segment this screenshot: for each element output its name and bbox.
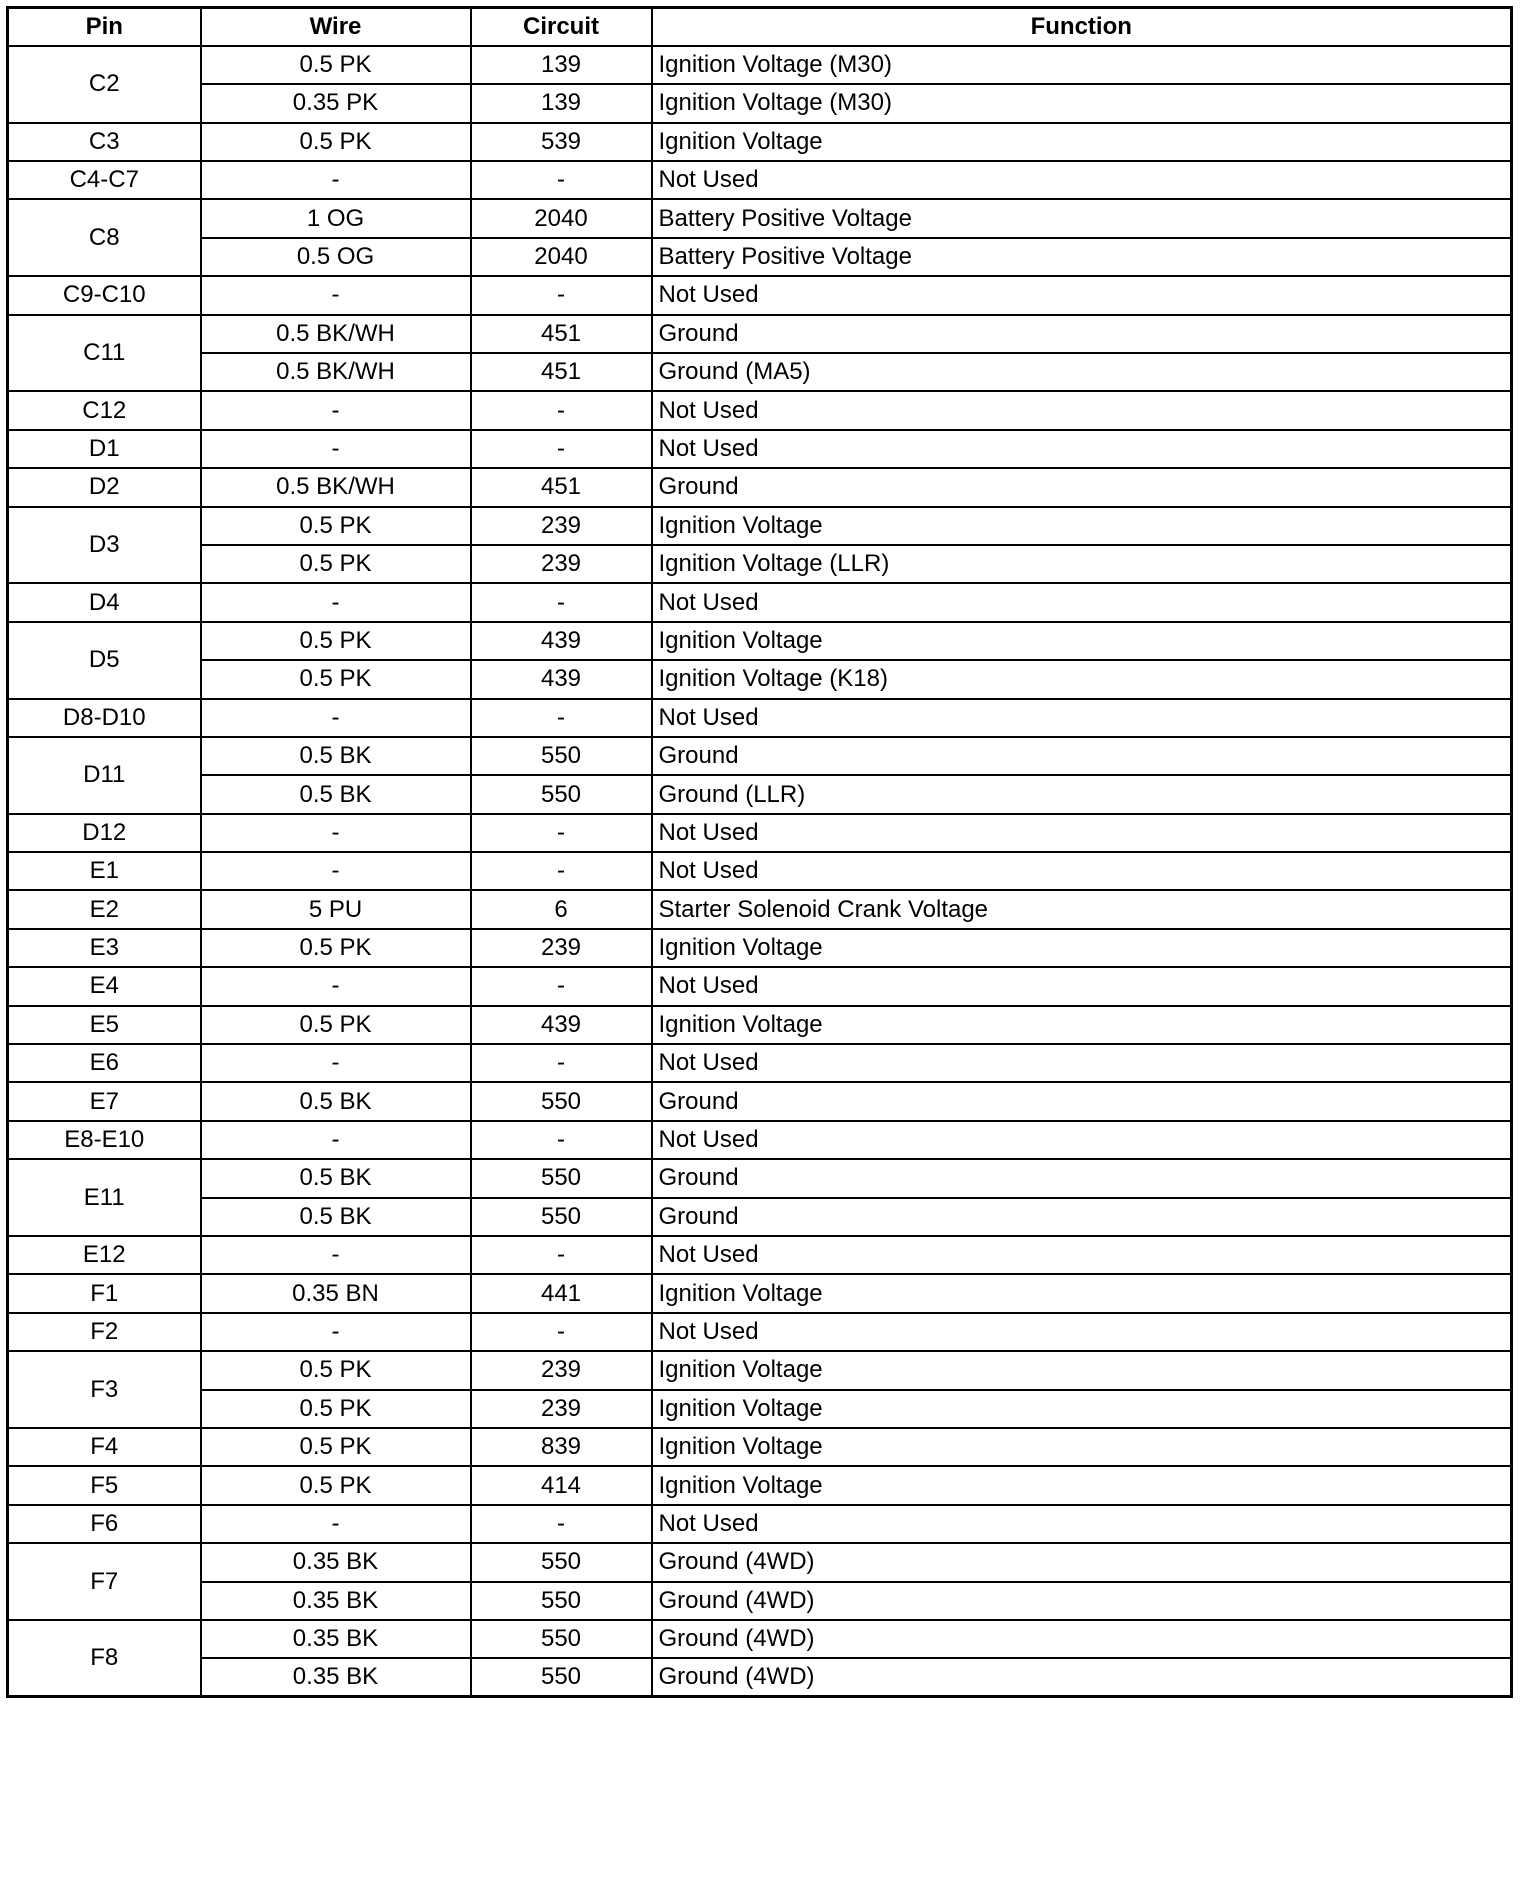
table-row <box>8 1236 1512 1274</box>
circuit-cell: - <box>471 276 652 314</box>
table-row <box>8 583 1512 621</box>
table-row <box>8 1543 1512 1581</box>
circuit-cell: - <box>471 430 652 468</box>
circuit-cell: 239 <box>471 1390 652 1428</box>
circuit-cell: 550 <box>471 775 652 813</box>
function-cell: Not Used <box>652 583 1512 621</box>
wire-cell: 0.35 BK <box>201 1658 471 1696</box>
pin-cell: F8 <box>8 1620 201 1697</box>
pin-cell: D8-D10 <box>8 699 201 737</box>
function-cell: Not Used <box>652 1121 1512 1159</box>
wire-cell: 0.5 PK <box>201 1390 471 1428</box>
function-cell: Not Used <box>652 967 1512 1005</box>
function-cell: Ignition Voltage <box>652 1466 1512 1504</box>
wire-cell: 5 PU <box>201 890 471 928</box>
function-cell: Not Used <box>652 1313 1512 1351</box>
circuit-cell: 439 <box>471 622 652 660</box>
pin-cell: C4-C7 <box>8 161 201 199</box>
table-row <box>8 1466 1512 1504</box>
function-cell: Ground (MA5) <box>652 353 1512 391</box>
table-row <box>8 622 1512 660</box>
wire-cell: - <box>201 967 471 1005</box>
table-row <box>8 814 1512 852</box>
function-cell: Ground <box>652 737 1512 775</box>
table-row <box>8 161 1512 199</box>
circuit-cell: 139 <box>471 46 652 84</box>
wire-cell: 0.5 PK <box>201 123 471 161</box>
circuit-cell: - <box>471 814 652 852</box>
table-row <box>8 1006 1512 1044</box>
circuit-cell: 550 <box>471 737 652 775</box>
table-row <box>8 1390 1512 1428</box>
circuit-cell: - <box>471 161 652 199</box>
function-cell: Ground <box>652 315 1512 353</box>
pin-cell: F7 <box>8 1543 201 1620</box>
circuit-cell: 239 <box>471 1351 652 1389</box>
wire-cell: 0.5 PK <box>201 507 471 545</box>
circuit-cell: 6 <box>471 890 652 928</box>
circuit-cell: 139 <box>471 84 652 122</box>
table-row <box>8 775 1512 813</box>
wire-cell: - <box>201 391 471 429</box>
circuit-cell: 550 <box>471 1198 652 1236</box>
function-cell: Not Used <box>652 1236 1512 1274</box>
wire-cell: 0.5 PK <box>201 1428 471 1466</box>
table-row <box>8 545 1512 583</box>
wire-cell: 0.5 BK <box>201 737 471 775</box>
pin-cell: E1 <box>8 852 201 890</box>
function-cell: Ground (4WD) <box>652 1658 1512 1696</box>
pin-cell: C3 <box>8 123 201 161</box>
table-row <box>8 1620 1512 1658</box>
function-cell: Ground (4WD) <box>652 1582 1512 1620</box>
wire-cell: 1 OG <box>201 199 471 237</box>
wire-cell: - <box>201 430 471 468</box>
pin-cell: D2 <box>8 468 201 506</box>
function-cell: Ignition Voltage <box>652 1390 1512 1428</box>
function-cell: Not Used <box>652 699 1512 737</box>
function-cell: Ground (4WD) <box>652 1620 1512 1658</box>
wire-cell: - <box>201 699 471 737</box>
table-row <box>8 737 1512 775</box>
wire-cell: 0.5 PK <box>201 46 471 84</box>
header-wire: Wire <box>201 8 471 46</box>
table-body <box>8 46 1512 1697</box>
function-cell: Ignition Voltage (M30) <box>652 84 1512 122</box>
circuit-cell: 2040 <box>471 238 652 276</box>
function-cell: Battery Positive Voltage <box>652 199 1512 237</box>
wire-cell: 0.5 BK <box>201 1198 471 1236</box>
function-cell: Not Used <box>652 391 1512 429</box>
table-row <box>8 391 1512 429</box>
pin-cell: E7 <box>8 1082 201 1120</box>
pin-cell: E5 <box>8 1006 201 1044</box>
table-row <box>8 929 1512 967</box>
function-cell: Ground <box>652 468 1512 506</box>
wire-cell: - <box>201 852 471 890</box>
wire-cell: 0.5 BK <box>201 1159 471 1197</box>
circuit-cell: 550 <box>471 1620 652 1658</box>
pin-cell: D4 <box>8 583 201 621</box>
table-row <box>8 353 1512 391</box>
function-cell: Ignition Voltage (K18) <box>652 660 1512 698</box>
pin-cell: E12 <box>8 1236 201 1274</box>
function-cell: Ignition Voltage <box>652 1006 1512 1044</box>
pin-cell: C11 <box>8 315 201 392</box>
circuit-cell: 2040 <box>471 199 652 237</box>
circuit-cell: 441 <box>471 1274 652 1312</box>
circuit-cell: - <box>471 1044 652 1082</box>
table-row <box>8 276 1512 314</box>
table-row <box>8 123 1512 161</box>
wire-cell: 0.35 BN <box>201 1274 471 1312</box>
wire-cell: - <box>201 161 471 199</box>
wire-cell: - <box>201 1236 471 1274</box>
wire-cell: - <box>201 1313 471 1351</box>
circuit-cell: 839 <box>471 1428 652 1466</box>
function-cell: Ignition Voltage (LLR) <box>652 545 1512 583</box>
pin-cell: D11 <box>8 737 201 814</box>
circuit-cell: 550 <box>471 1082 652 1120</box>
table-row <box>8 1044 1512 1082</box>
pin-cell: C2 <box>8 46 201 123</box>
pin-cell: C9-C10 <box>8 276 201 314</box>
wire-cell: 0.35 BK <box>201 1620 471 1658</box>
pin-cell: D3 <box>8 507 201 584</box>
wire-cell: - <box>201 1505 471 1543</box>
pin-cell: D12 <box>8 814 201 852</box>
function-cell: Ignition Voltage <box>652 929 1512 967</box>
header-circuit: Circuit <box>471 8 652 46</box>
table-row <box>8 1121 1512 1159</box>
circuit-cell: - <box>471 1236 652 1274</box>
table-row <box>8 699 1512 737</box>
function-cell: Not Used <box>652 161 1512 199</box>
wire-cell: 0.5 PK <box>201 545 471 583</box>
function-cell: Not Used <box>652 430 1512 468</box>
table-row <box>8 46 1512 84</box>
wire-cell: 0.5 BK/WH <box>201 468 471 506</box>
pin-cell: D5 <box>8 622 201 699</box>
function-cell: Ground <box>652 1198 1512 1236</box>
circuit-cell: 451 <box>471 353 652 391</box>
pin-cell: F4 <box>8 1428 201 1466</box>
wire-cell: 0.5 PK <box>201 1351 471 1389</box>
circuit-cell: 539 <box>471 123 652 161</box>
wire-cell: 0.5 PK <box>201 622 471 660</box>
circuit-cell: - <box>471 1505 652 1543</box>
table-row <box>8 1505 1512 1543</box>
table-row <box>8 967 1512 1005</box>
wire-cell: - <box>201 583 471 621</box>
circuit-cell: - <box>471 699 652 737</box>
wire-cell: 0.35 BK <box>201 1543 471 1581</box>
table-row <box>8 84 1512 122</box>
pin-cell: E8-E10 <box>8 1121 201 1159</box>
table-row <box>8 507 1512 545</box>
function-cell: Ignition Voltage <box>652 507 1512 545</box>
table-row <box>8 1274 1512 1312</box>
function-cell: Battery Positive Voltage <box>652 238 1512 276</box>
wire-cell: 0.5 OG <box>201 238 471 276</box>
pin-cell: F3 <box>8 1351 201 1428</box>
circuit-cell: 439 <box>471 1006 652 1044</box>
function-cell: Ignition Voltage <box>652 1428 1512 1466</box>
function-cell: Ground (4WD) <box>652 1543 1512 1581</box>
circuit-cell: 550 <box>471 1658 652 1696</box>
table-row <box>8 890 1512 928</box>
pin-cell: F2 <box>8 1313 201 1351</box>
wire-cell: - <box>201 814 471 852</box>
circuit-cell: 451 <box>471 315 652 353</box>
circuit-cell: - <box>471 1121 652 1159</box>
wire-cell: - <box>201 276 471 314</box>
pin-cell: F5 <box>8 1466 201 1504</box>
circuit-cell: 550 <box>471 1582 652 1620</box>
circuit-cell: 439 <box>471 660 652 698</box>
function-cell: Ignition Voltage <box>652 1274 1512 1312</box>
function-cell: Not Used <box>652 1044 1512 1082</box>
table-row <box>8 238 1512 276</box>
circuit-cell: - <box>471 583 652 621</box>
circuit-cell: 239 <box>471 929 652 967</box>
table-row <box>8 660 1512 698</box>
table-row <box>8 1428 1512 1466</box>
circuit-cell: - <box>471 1313 652 1351</box>
pin-cell: F6 <box>8 1505 201 1543</box>
function-cell: Not Used <box>652 1505 1512 1543</box>
wire-cell: 0.35 PK <box>201 84 471 122</box>
header-pin: Pin <box>8 8 201 46</box>
pin-cell: E4 <box>8 967 201 1005</box>
circuit-cell: 239 <box>471 545 652 583</box>
header-row <box>8 8 1512 46</box>
table-row <box>8 199 1512 237</box>
pin-cell: E6 <box>8 1044 201 1082</box>
function-cell: Ignition Voltage (M30) <box>652 46 1512 84</box>
circuit-cell: 451 <box>471 468 652 506</box>
pin-cell: E3 <box>8 929 201 967</box>
table-row <box>8 1658 1512 1696</box>
pin-cell: E2 <box>8 890 201 928</box>
wire-cell: 0.5 PK <box>201 929 471 967</box>
function-cell: Ignition Voltage <box>652 123 1512 161</box>
function-cell: Ignition Voltage <box>652 1351 1512 1389</box>
table-row <box>8 468 1512 506</box>
pin-cell: E11 <box>8 1159 201 1236</box>
function-cell: Not Used <box>652 852 1512 890</box>
wire-cell: - <box>201 1044 471 1082</box>
wire-cell: 0.5 PK <box>201 660 471 698</box>
table-row <box>8 1351 1512 1389</box>
pin-cell: D1 <box>8 430 201 468</box>
function-cell: Starter Solenoid Crank Voltage <box>652 890 1512 928</box>
circuit-cell: 550 <box>471 1543 652 1581</box>
pin-cell: C8 <box>8 199 201 276</box>
wire-cell: 0.5 PK <box>201 1466 471 1504</box>
function-cell: Ignition Voltage <box>652 622 1512 660</box>
wire-cell: - <box>201 1121 471 1159</box>
circuit-cell: - <box>471 967 652 1005</box>
function-cell: Not Used <box>652 814 1512 852</box>
wire-cell: 0.5 BK/WH <box>201 315 471 353</box>
connector-pinout-table <box>6 6 1513 1698</box>
circuit-cell: 550 <box>471 1159 652 1197</box>
function-cell: Ground (LLR) <box>652 775 1512 813</box>
table-row <box>8 315 1512 353</box>
table-row <box>8 1313 1512 1351</box>
wire-cell: 0.5 BK <box>201 775 471 813</box>
function-cell: Not Used <box>652 276 1512 314</box>
circuit-cell: 414 <box>471 1466 652 1504</box>
table-row <box>8 1082 1512 1120</box>
circuit-cell: - <box>471 852 652 890</box>
circuit-cell: 239 <box>471 507 652 545</box>
wire-cell: 0.5 BK <box>201 1082 471 1120</box>
header-function: Function <box>652 8 1512 46</box>
wire-cell: 0.5 BK/WH <box>201 353 471 391</box>
table-row <box>8 1582 1512 1620</box>
wire-cell: 0.5 PK <box>201 1006 471 1044</box>
wire-cell: 0.35 BK <box>201 1582 471 1620</box>
table-row <box>8 1198 1512 1236</box>
table-row <box>8 852 1512 890</box>
pin-cell: F1 <box>8 1274 201 1312</box>
circuit-cell: - <box>471 391 652 429</box>
table-row <box>8 1159 1512 1197</box>
pin-cell: C12 <box>8 391 201 429</box>
function-cell: Ground <box>652 1159 1512 1197</box>
function-cell: Ground <box>652 1082 1512 1120</box>
table-row <box>8 430 1512 468</box>
